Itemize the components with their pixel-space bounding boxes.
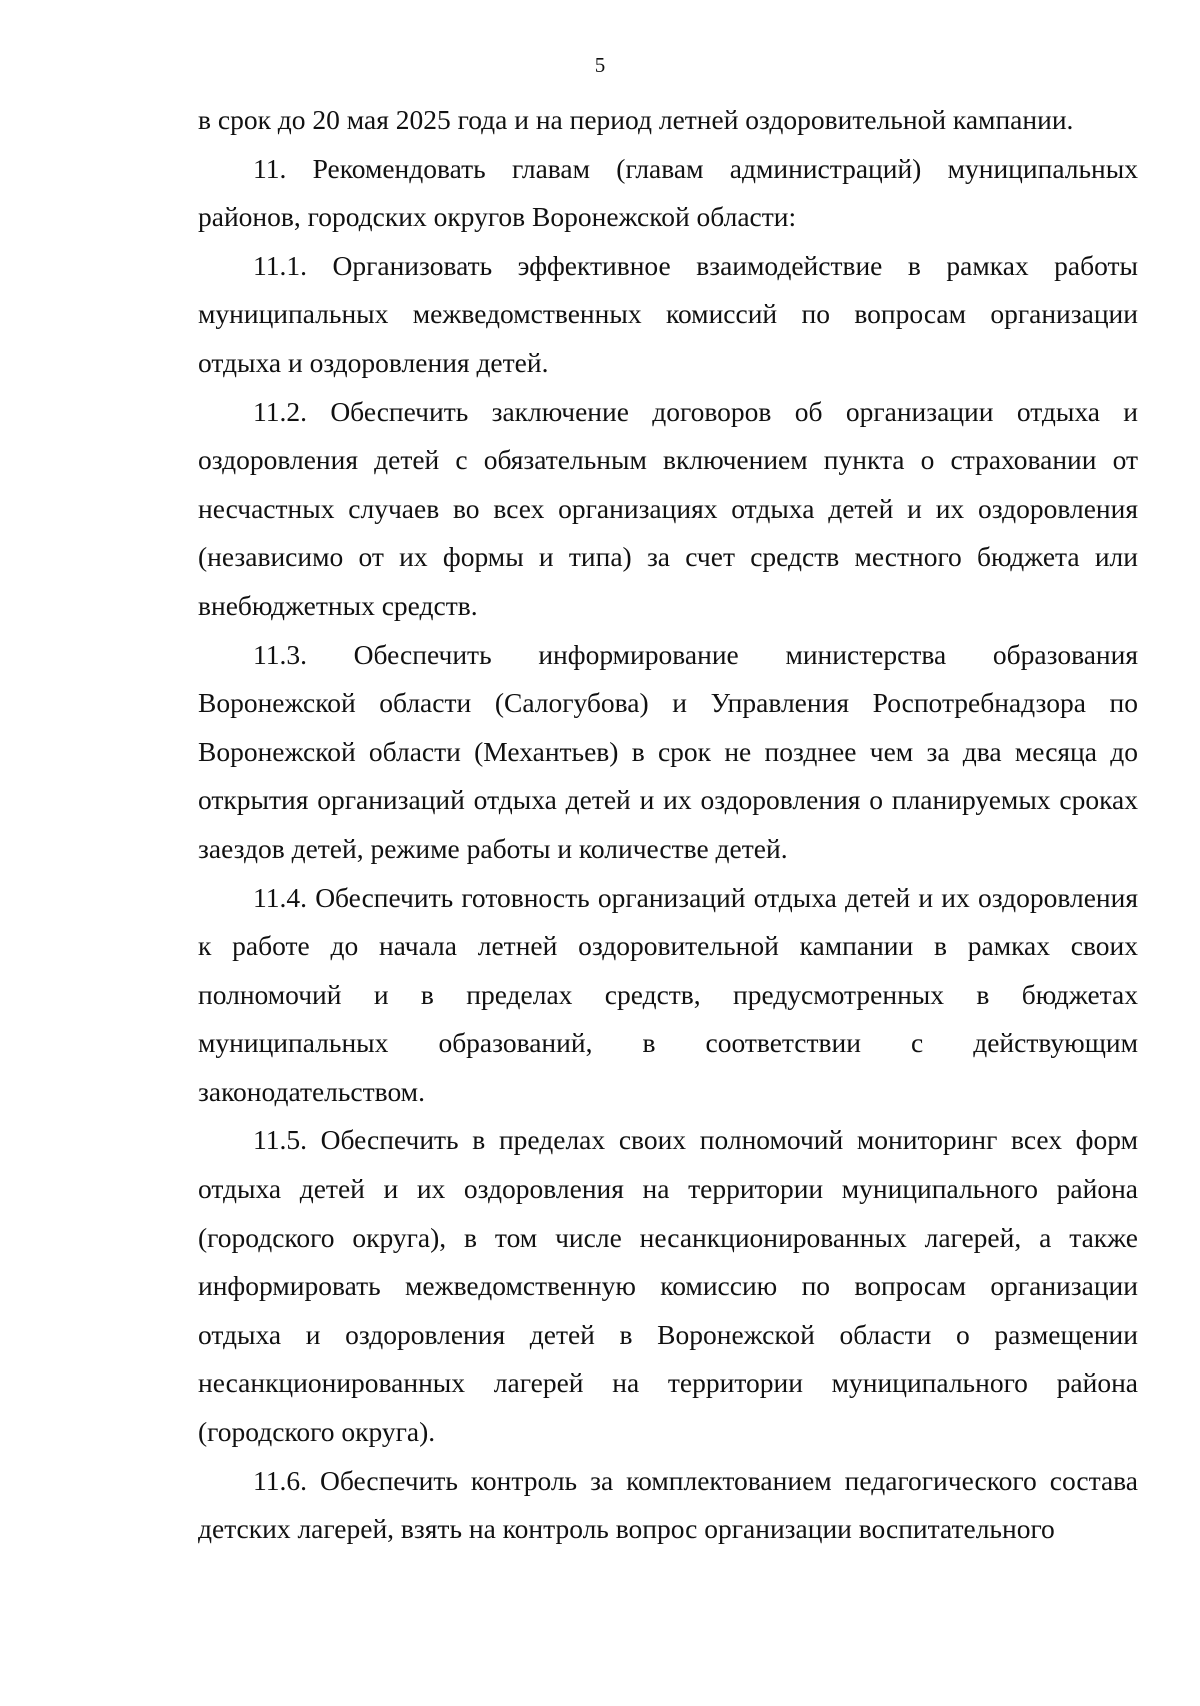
paragraph-11-5: 11.5. Обеспечить в пределах своих полномочий мониторинг всех форм отдыха детей и их оздоровления на территории муниципального района (городского округа), в том числе несанкционированных лагерей, а также информировать межведомственную комиссию по вопросам организации отдыха и оздоровления детей в Воронежской области о размещении несанкционированных лагерей на территории муниципального района (городского округа). <box>198 1124 1138 1448</box>
paragraph-11: 11. Рекомендовать главам (главам администраций) муниципальных районов, городских округов Воронежской области: <box>198 152 1138 233</box>
paragraph-11-3: 11.3. Обеспечить информирование министерства образования Воронежской области (Салогубова) и Управления Роспотребнадзора по Воронежской области (Механтьев) в срок не позднее чем за два месяца до открытия организаций отдыха детей и их оздоровления о планируемых сроках заездов детей, режиме работы и количестве детей. <box>198 638 1138 864</box>
paragraph-11-1: 11.1. Организовать эффективное взаимодействие в рамках работы муниципальных межведомственных комиссий по вопросам организации отдыха и оздоровления детей. <box>198 249 1138 378</box>
paragraph-11-6: 11.6. Обеспечить контроль за комплектованием педагогического состава детских лагерей, взять на контроль вопрос организации воспитательного <box>198 1464 1138 1545</box>
page-number: 5 <box>594 53 606 77</box>
paragraph-11-2: 11.2. Обеспечить заключение договоров об организации отдыха и оздоровления детей с обязательным включением пункта о страховании от несчастных случаев во всех организациях отдыха детей и их оздоровления (независимо от их формы и типа) за счет средств местного бюджета или внебюджетных средств. <box>198 395 1138 621</box>
paragraph-11-4: 11.4. Обеспечить готовность организаций отдыха детей и их оздоровления к работе до начала летней оздоровительной кампании в рамках своих полномочий и в пределах средств, предусмотренных в бюджетах муниципальных образований, в соответствии с действующим законодательством. <box>198 881 1138 1107</box>
document-body <box>198 96 1138 1554</box>
paragraph-continuation: в срок до 20 мая 2025 года и на период летней оздоровительной кампании. <box>198 104 1074 135</box>
